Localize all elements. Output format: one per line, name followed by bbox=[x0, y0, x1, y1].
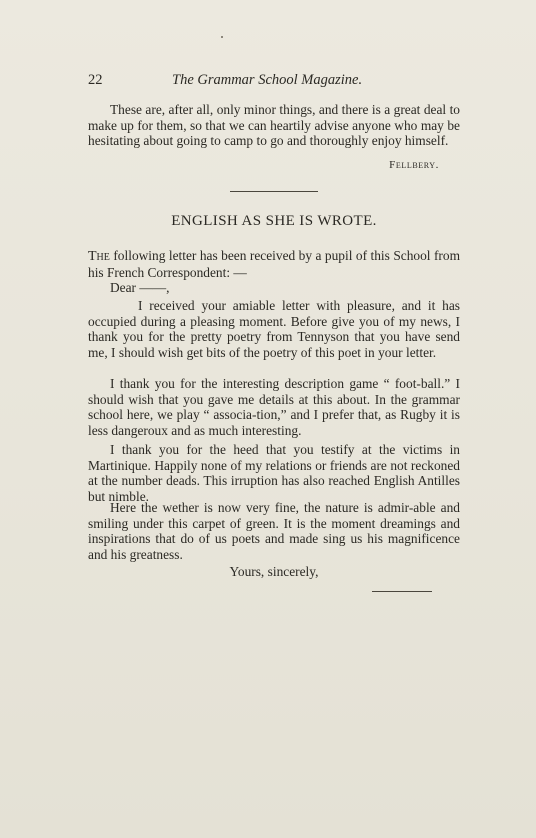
page-number: 22 bbox=[88, 72, 103, 88]
letter-paragraph: Here the wether is now very fine, the nature is admir-able and smiling under this carpet of green. It is the moment dreamings and inspirations that do of us poets and made sing us his magnificence and his greatness. bbox=[88, 500, 460, 562]
previous-article-closing-paragraph: These are, after all, only minor things, and there is a great deal to make up for them, so that we can heartily advise anyone who may be hesitating about going to camp to go and thoroughly enjoy himself. bbox=[88, 102, 460, 149]
letter-paragraph: I thank you for the interesting description game “ foot-ball.” I should wish that you gave me details at this about. In the grammar school here, we play “ associa-tion,” and I prefer that, as Rugby it is less dangeroux and as much interesting. bbox=[88, 376, 460, 438]
letter-closing: Yours, sincerely, bbox=[229, 564, 319, 579]
previous-article-author: Fellbery. bbox=[389, 159, 439, 171]
section-divider bbox=[230, 191, 318, 192]
article-title: ENGLISH AS SHE IS WROTE. bbox=[171, 213, 377, 229]
intro-text: following letter has been received by a pupil of this School from his French Correspondent: — bbox=[88, 248, 460, 280]
journal-title: The Grammar School Magazine. bbox=[172, 72, 363, 88]
signature-line bbox=[372, 591, 432, 592]
letter-paragraph: I thank you for the heed that you testify at the victims in Martinique. Happily none of my relations or friends are not reckoned at the number deads. This irruption has also reached English Antilles but nimble. bbox=[88, 442, 460, 504]
running-head bbox=[88, 71, 388, 89]
letter-paragraph: I received your amiable letter with pleasure, and it has occupied during a pleasing moment. Before give you of my news, I thank you for the pretty poetry from Tennyson that you have send me, I should wish get bits of the poetry of this poet in your letter. bbox=[88, 298, 460, 360]
article-intro bbox=[88, 248, 460, 280]
letter-salutation: Dear ——, bbox=[110, 280, 170, 295]
page-speck bbox=[221, 36, 223, 38]
intro-first-word: The bbox=[88, 249, 110, 264]
